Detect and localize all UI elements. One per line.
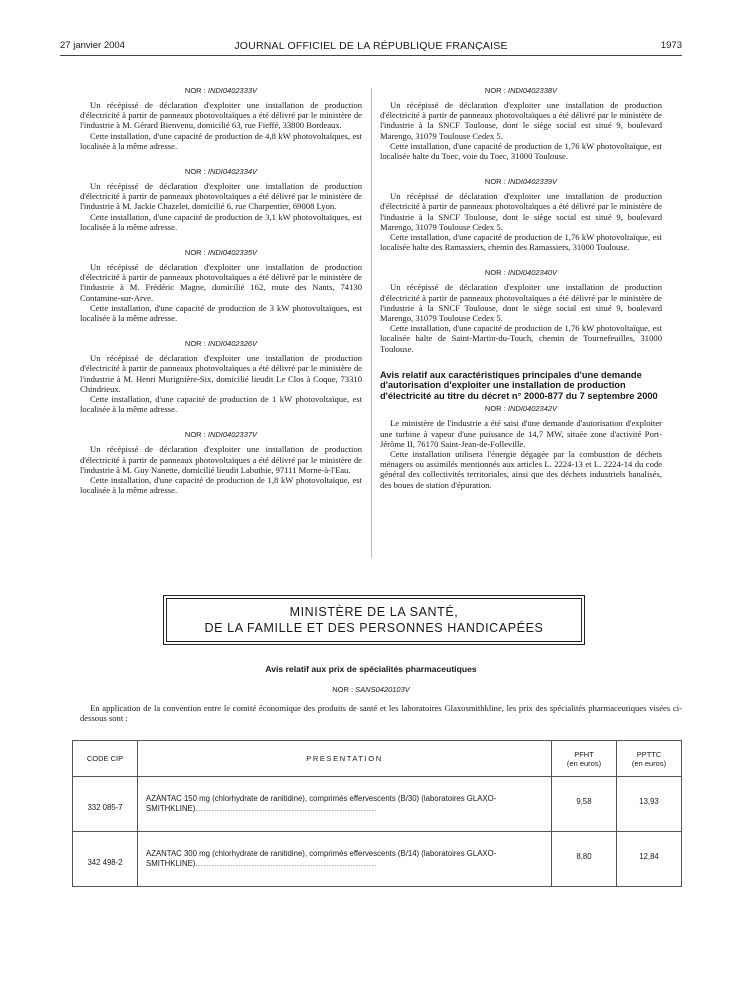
issue-date: 27 janvier 2004 [60, 40, 125, 51]
intro-paragraph: En application de la convention entre le comité économique des produits de santé et les laboratoires Glaxosmithkline, les prix des spécialités pharmaceutiques visées ci-dessous sont : [80, 703, 682, 724]
notice [80, 339, 362, 414]
table-header-row [73, 741, 682, 777]
page-number: 1973 [660, 40, 682, 51]
nor-code: INDI0402337V [207, 430, 258, 440]
notice-paragraph: Cette installation, d'une capacité de production de 4,8 kW photovoltaïques, est localisée à la même adresse. [80, 130, 362, 151]
cip-cell: 332 085-7 [73, 777, 138, 832]
notice-paragraph: Un récépissé de déclaration d'exploiter une installation de production d'électricité à partir de panneaux photovoltaïques a été délivré par le ministère de l'industrie à la SNCF Toulouse, dont le siège social est situé 9, boulevard Marengo, 31079 Toulouse Cedex 5. [380, 282, 662, 324]
nor-code: INDI0402334V [207, 167, 258, 177]
notice-paragraph: Un récépissé de déclaration d'exploiter une installation de production d'électricité à partir de panneaux photovoltaïques a été délivré par le ministère de l'industrie à M. Gérard Bienvenu, domicilié 63, rue Fieffé, 33800 Bordeaux. [80, 100, 362, 131]
notice-paragraph: Cette installation, d'une capacité de production de 1,8 kW photovoltaïque, est localisée à la même adresse. [80, 475, 362, 496]
nor-line: NOR : INDI0402339V [484, 177, 558, 187]
avis-turbine [380, 370, 662, 490]
notice-paragraph: Cette installation utilisera l'énergie dégagée par la combustion de déchets ménagers ou assimilés mentionnés aux articles L. 2224-13 et L. 2224-14 du code général des collectivités territoriales, ainsi que des déchets industriels banalisés, des boues de station d'épuration. [380, 448, 662, 490]
avis-prix-title: Avis relatif aux prix de spécialités pharmaceutiques [265, 664, 477, 674]
header-presentation: PRESENTATION [138, 741, 552, 777]
page-header [60, 40, 682, 54]
ppttc-cell: 13,93 [617, 777, 682, 832]
notice [380, 177, 662, 252]
notice-paragraph: Cette installation, d'une capacité de production de 3 kW photovoltaïques, est localisée à la même adresse. [80, 302, 362, 324]
presentation-cell: AZANTAC 300 mg (chlorhydrate de ranitidine), comprimés effervescents (B/14) (laboratoires GLAXO-SMITHKLINE).................................................................... [138, 832, 552, 887]
nor-line: NOR : INDI0402326V [184, 339, 258, 349]
nor-line: NOR : INDI0402333V [184, 86, 258, 95]
right-column [380, 86, 662, 490]
ppttc-cell: 12,84 [617, 832, 682, 887]
notice [380, 86, 662, 161]
notice-paragraph: Un récépissé de déclaration d'exploiter une installation de production d'électricité à partir de panneaux photovoltaïques a été délivré par le ministère de l'industrie à la SNCF Toulouse, dont le siège social est situé 9, boulevard Marengo, 31079 Toulouse Cedex 5. [380, 100, 662, 141]
nor-line: NOR : SANS0420103V [332, 685, 410, 694]
pfht-cell: 9,58 [552, 777, 617, 832]
avis-title: Avis relatif aux caractéristiques principales d'une demande d'autorisation d'exploiter une installation de production d'électricité au titre du décret n° 2000-877 du 7 septembre 2000 [380, 369, 658, 401]
notice-paragraph: Cette installation, d'une capacité de production de 1,76 kW photovoltaïque, est localisée halte du Toec, voie du Toec, 31000 Toulouse. [380, 140, 662, 162]
table-row [73, 777, 682, 832]
header-rule [60, 55, 682, 56]
notice-paragraph: Un récépissé de déclaration d'exploiter une installation de production d'électricité à partir de panneaux photovoltaïques a été délivré par le ministère de l'industrie à M. Guy Nanette, domicilié lieudit Labuthie, 97111 Morne-à-l'Eau. [80, 444, 362, 475]
notice [80, 167, 362, 232]
header-ppttc: PPTTC (en euros) [617, 741, 682, 777]
nor-code: INDI0402326V [207, 339, 258, 349]
nor-code: INDI0402335V [207, 248, 258, 258]
header-pfht: PFHT (en euros) [552, 741, 617, 777]
presentation-cell: AZANTAC 150 mg (chlorhydrate de ranitidine), comprimés effervescents (B/30) (laboratoires GLAXO-SMITHKLINE).................................................................... [138, 777, 552, 832]
notice-paragraph: Cette installation, d'une capacité de production de 1,76 kW photovoltaïque, est localisée halte des Ramassiers, chemin des Ramassiers, 31000 Toulouse. [380, 232, 662, 253]
ministry-line: MINISTÈRE DE LA SANTÉ, [289, 605, 459, 619]
column-divider [371, 88, 372, 558]
nor-line: NOR : INDI0402335V [184, 248, 258, 258]
cip-cell: 342 498-2 [73, 832, 138, 887]
nor-code: SANS0420103V [355, 685, 410, 694]
notice-paragraph: Cette installation, d'une capacité de production de 3,1 kW photovoltaïques, est localisée à la même adresse. [80, 211, 362, 232]
header-cip: CODE CIP [73, 741, 138, 777]
notice-paragraph: Un récépissé de déclaration d'exploiter une installation de production d'électricité à partir de panneaux photovoltaïques a été délivré par le ministère de l'industrie à M. Henri Murignière-Six, domicilié lieudit Le Clos à Coque, 73310 Chindrieux. [80, 353, 362, 394]
notice-paragraph: Un récépissé de déclaration d'exploiter une installation de production d'électricité à partir de panneaux photovoltaïques a été délivré par le ministère de l'industrie à la SNCF Toulouse, dont le siège social est situé 9, boulevard Marengo, 31079 Toulouse Cedex 5. [380, 191, 662, 232]
nor-line: NOR : INDI0402338V [484, 86, 558, 95]
notice-paragraph: Cette installation, d'une capacité de production de 1,76 kW photovoltaïque, est localisée halte de Saint-Martin-du-Touch, chemin de Tournefeuilles, 31000 Toulouse. [380, 323, 662, 354]
notice [80, 430, 362, 495]
nor-code: INDI0402333V [207, 86, 258, 95]
nor-line: NOR : INDI0402340V [484, 268, 558, 278]
nor-code: INDI0402340V [507, 268, 558, 278]
ministry-line: DE LA FAMILLE ET DES PERSONNES HANDICAPÉES [204, 621, 544, 635]
left-column [80, 86, 362, 511]
notice [380, 268, 662, 353]
notice-paragraph: Cette installation, d'une capacité de production de 1 kW photovoltaïque, est localisée à la même adresse. [80, 394, 362, 415]
journal-title: JOURNAL OFFICIEL DE LA RÉPUBLIQUE FRANÇAISE [234, 40, 508, 52]
pfht-cell: 8,80 [552, 832, 617, 887]
nor-code: INDI0402342V [507, 404, 558, 414]
nor-line: NOR : INDI0402334V [184, 167, 258, 177]
nor-code: INDI0402339V [507, 177, 558, 187]
prices-table [72, 740, 682, 887]
notice [80, 86, 362, 151]
ministry-heading [166, 598, 582, 642]
nor-code: INDI0402338V [507, 86, 558, 95]
notice [80, 248, 362, 323]
notice-paragraph: Un récépissé de déclaration d'exploiter une installation de production d'électricité à partir de panneaux photovoltaïques a été délivré par le ministère de l'industrie à M. Jackie Chazelet, domicilié 6, rue Charpentier, 69008 Lyon. [80, 181, 362, 212]
nor-line: NOR : INDI0402342V [484, 404, 558, 414]
notice-paragraph: Un récépissé de déclaration d'exploiter une installation de production d'électricité à partir de panneaux photovoltaïques a été délivré par le ministère de l'industrie à M. Frédéric Magne, domicilié 162, route des Nants, 74130 Contamine-sur-Arve. [80, 262, 362, 303]
nor-line: NOR : INDI0402337V [184, 430, 258, 440]
notice-paragraph: Le ministère de l'industrie a été saisi d'une demande d'autorisation d'exploiter une turbine à vapeur d'une puissance de 14,7 MW, située zone d'activité Port-Jérôme II, 76170 Saint-Jean-de-Folleville. [380, 418, 662, 449]
table-row [73, 832, 682, 887]
